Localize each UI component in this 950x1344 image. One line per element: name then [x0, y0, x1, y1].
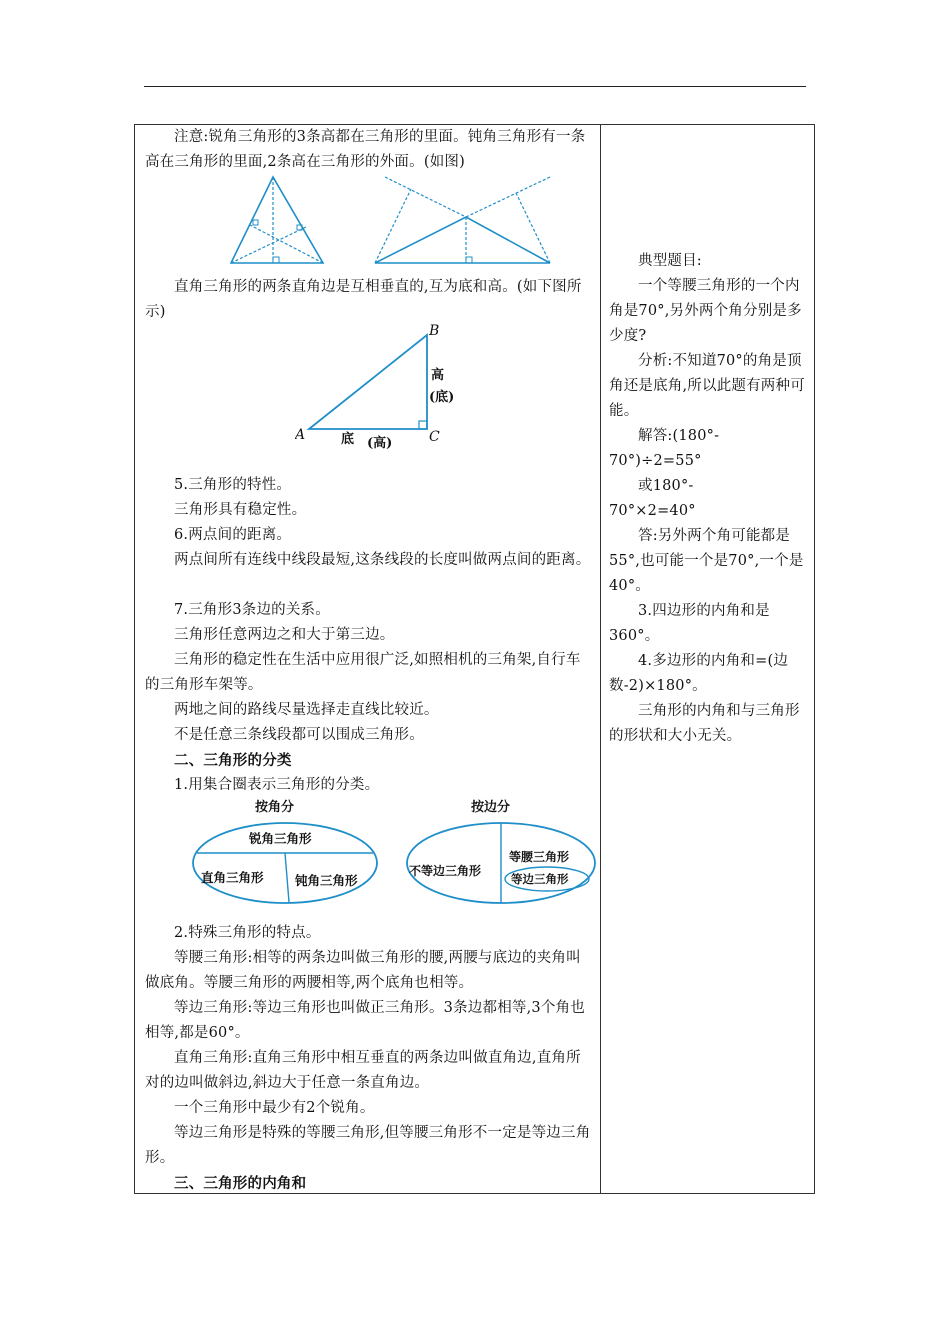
- obtuse-triangle: [375, 217, 550, 263]
- column-divider: [600, 125, 601, 1193]
- by-side-title: 按边分: [471, 800, 511, 815]
- conclusion-text: 答:另外两个角可能都是55°,也可能一个是70°,一个是40°。: [609, 528, 804, 594]
- equilateral-label: 等边三角形: [511, 872, 569, 886]
- label-base-alt: (高): [367, 436, 393, 451]
- item7-text: 三角形任意两边之和大于第三边。: [174, 627, 395, 643]
- isosceles-label: 等腰三角形: [509, 850, 570, 864]
- acute-count-text: 一个三角形中最少有2个锐角。: [174, 1100, 375, 1116]
- scalene-label: 不等边三角形: [409, 864, 482, 878]
- answer-line2: 70°)÷2=55°: [609, 453, 702, 469]
- label-height-alt: (底): [429, 390, 455, 405]
- typical-title: 典型题目:: [638, 253, 702, 269]
- item3-text: 3.四边形的内角和是360°。: [609, 603, 770, 644]
- item4-text: 4.多边形的内角和=(边数-2)×180°。: [609, 653, 789, 694]
- label-a: A: [295, 427, 306, 443]
- label-base: 底: [341, 432, 355, 447]
- classification-figure: [185, 795, 605, 905]
- answer-line1: 解答:(180°-: [638, 428, 720, 444]
- answer-line4: 70°×2=40°: [609, 503, 696, 519]
- special-title: 2.特殊三角形的特点。: [174, 925, 321, 941]
- right-triangle-shape: [309, 335, 427, 429]
- label-b: B: [429, 323, 440, 339]
- label-height: 高: [431, 368, 445, 383]
- by-angle-title: 按角分: [255, 800, 295, 815]
- header-rule: [144, 86, 806, 87]
- analysis-text: 分析:不知道70°的角是顶角还是底角,所以此题有两种可能。: [609, 353, 805, 419]
- right-angle-label: 直角三角形: [201, 870, 264, 885]
- item-last-text: 三角形的内角和与三角形的形状和大小无关。: [609, 703, 800, 744]
- content-table: [134, 124, 815, 1194]
- right-triangle-figure: [295, 321, 475, 451]
- item7-title: 7.三角形3条边的关系。: [174, 602, 330, 618]
- item5-text: 三角形具有稳定性。: [174, 502, 307, 518]
- label-c: C: [429, 429, 440, 445]
- classify-title: 1.用集合圈表示三角形的分类。: [174, 777, 380, 793]
- obtuse-label: 钝角三角形: [295, 873, 358, 888]
- not-any-text: 不是任意三条线段都可以围成三角形。: [174, 727, 424, 743]
- section2-title: 二、三角形的分类: [174, 752, 292, 769]
- acute-triangle: [231, 177, 323, 263]
- route-text: 两地之间的路线尽量选择走直线比较近。: [174, 702, 439, 718]
- altitudes-figure: [225, 173, 565, 269]
- item6-text: 两点间所有连线中线段最短,这条线段的长度叫做两点间的距离。: [174, 552, 591, 568]
- answer-line3: 或180°-: [638, 478, 694, 494]
- question-text: 一个等腰三角形的一个内角是70°,另外两个角分别是多少度?: [609, 278, 802, 344]
- special-relation-text: 等边三角形是特殊的等腰三角形,但等腰三角形不一定是等边三角形。: [145, 1125, 591, 1166]
- stability-text: 三角形的稳定性在生活中应用很广泛,如照相机的三角架,自行车的三角形车架等。: [145, 652, 581, 693]
- equilateral-text: 等边三角形:等边三角形也叫做正三角形。3条边都相等,3个角也相等,都是60°。: [145, 1000, 585, 1041]
- right-triangle-note: 直角三角形的两条直角边是互相垂直的,互为底和高。(如下图所示): [145, 279, 582, 320]
- right-text: 直角三角形:直角三角形中相互垂直的两条边叫做直角边,直角所对的边叫做斜边,斜边大于任意一条直角边。: [145, 1050, 581, 1091]
- item6-title: 6.两点间的距离。: [174, 527, 292, 543]
- item5-title: 5.三角形的特性。: [174, 477, 292, 493]
- note-paragraph: 注意:锐角三角形的3条高都在三角形的里面。钝角三角形有一条高在三角形的里面,2条高在三角形的外面。(如图): [145, 129, 586, 170]
- acute-label: 锐角三角形: [249, 831, 312, 846]
- section3-title: 三、三角形的内角和: [174, 1175, 307, 1192]
- isosceles-text: 等腰三角形:相等的两条边叫做三角形的腰,两腰与底边的夹角叫做底角。等腰三角形的两腰相等,两个底角也相等。: [145, 950, 581, 991]
